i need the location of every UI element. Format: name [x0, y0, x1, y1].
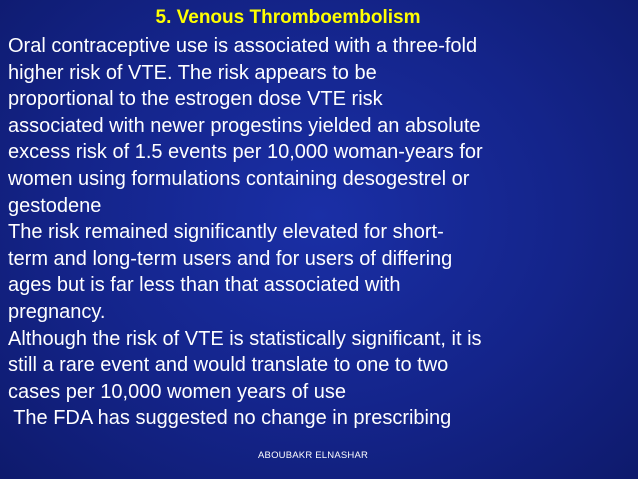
body-line: Although the risk of VTE is statistically significant, it is — [8, 327, 482, 350]
body-line: cases per 10,000 women years of use — [8, 380, 346, 403]
body-line: proportional to the estrogen dose VTE risk — [8, 88, 383, 111]
body-line: associated with newer progestins yielded an absolute — [8, 114, 481, 137]
slide-title: 5. Venous Thromboembolism — [155, 7, 421, 28]
body-line: gestodene — [8, 194, 102, 217]
body-line: Oral contraceptive use is associated with a three-fold — [8, 35, 478, 57]
slide-body-text — [8, 33, 634, 432]
body-line: higher risk of VTE. The risk appears to be — [8, 61, 377, 84]
body-line: ages but is far less than that associated with — [8, 274, 401, 297]
body-line: term and long-term users and for users of differing — [8, 247, 453, 270]
body-line: still a rare event and would translate to one to two — [8, 354, 449, 377]
body-line: The risk remained significantly elevated for short- — [8, 221, 444, 244]
slide-footer-author: ABOUBAKR ELNASHAR — [258, 450, 369, 461]
body-line: excess risk of 1.5 events per 10,000 woman-years for — [8, 141, 483, 164]
body-line: pregnancy. — [8, 300, 106, 323]
body-line: women using formulations containing desogestrel or — [8, 167, 470, 190]
body-line: The FDA has suggested no change in prescribing — [8, 407, 452, 430]
